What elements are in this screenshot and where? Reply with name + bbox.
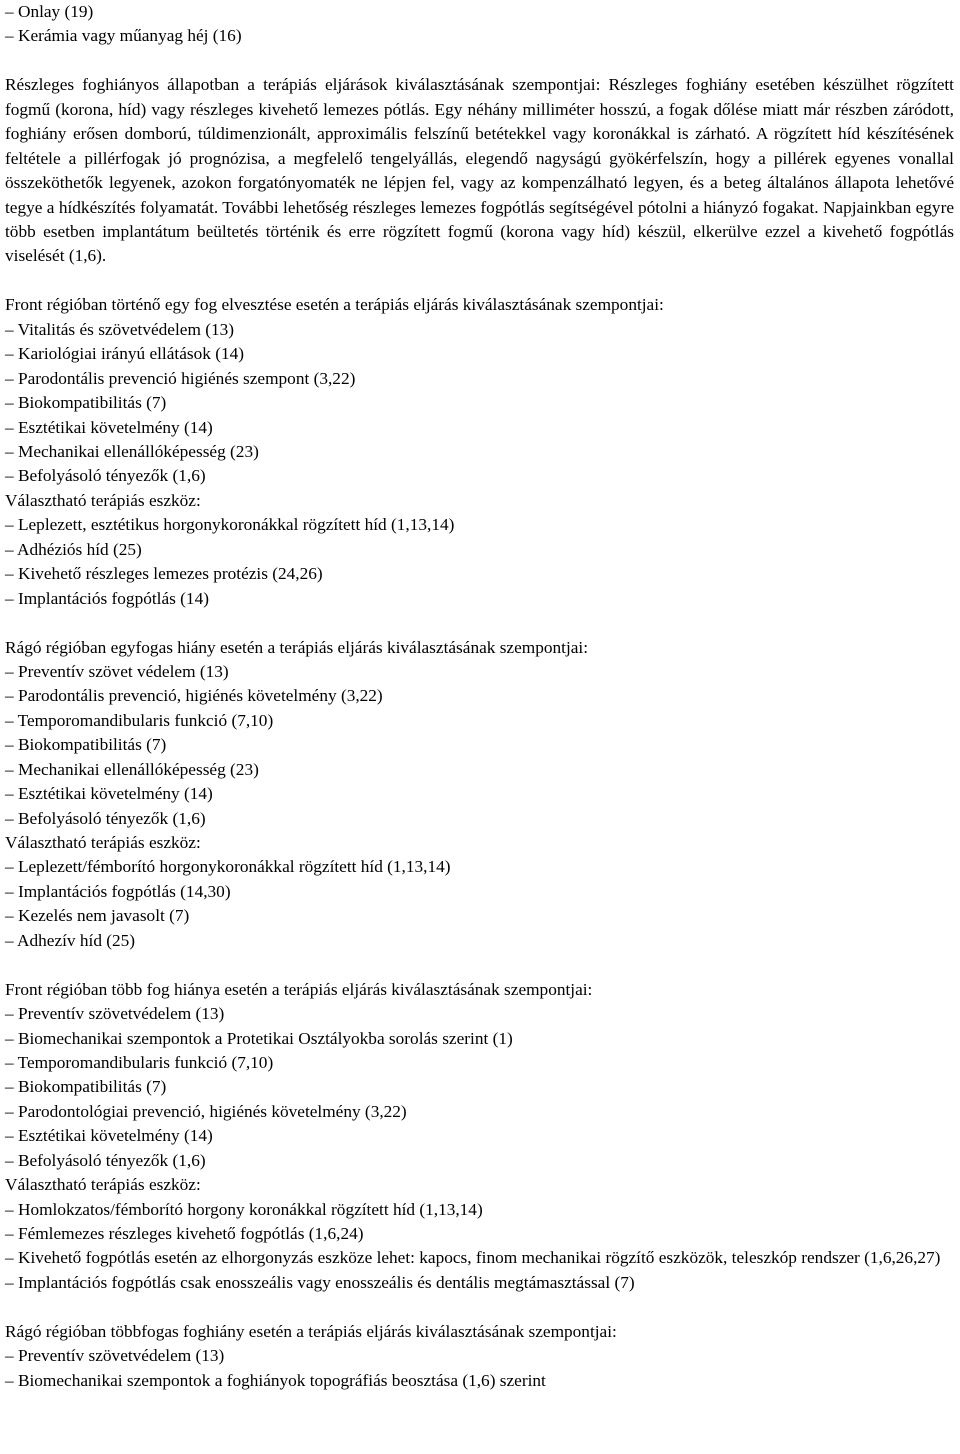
list-item: – Kivehető részleges lemezes protézis (24,26) xyxy=(5,564,323,584)
tools-heading: Választható terápiás eszköz: xyxy=(5,490,201,510)
list-item: – Biomechanikai szempontok a Protetikai Osztályokba sorolás szerint (1) xyxy=(5,1028,513,1048)
list-item: – Temporomandibularis funkció (7,10) xyxy=(5,710,274,730)
list-item: – Leplezett, esztétikus horgonykoronákkal rögzített híd (1,13,14) xyxy=(5,515,455,535)
list-item: – Mechanikai ellenállóképesség (23) xyxy=(5,759,259,779)
list-item: – Mechanikai ellenállóképesség (23) xyxy=(5,442,259,461)
spacer xyxy=(5,953,954,977)
section-heading-molar-single: Rágó régióban egyfogas hiány esetén a terápiás eljárás kiválasztásának szempontjai: xyxy=(5,637,589,657)
list-item: – Preventív szövet védelem (13) xyxy=(5,661,229,681)
section-heading-molar-multi: Rágó régióban többfogas foghiány esetén a terápiás eljárás kiválasztásának szempontjai: xyxy=(5,1321,617,1341)
section-heading-front-single: Front régióban történő egy fog elvesztése esetén a terápiás eljárás kiválasztásának szempontjai: xyxy=(5,295,664,315)
list-item: – Leplezett/fémborító horgonykoronákkal rögzített híd (1,13,14) xyxy=(5,857,451,877)
list-item: – Preventív szövetvédelem (13) xyxy=(5,1346,225,1366)
spacer xyxy=(5,611,954,635)
list-item: – Esztétikai követelmény (14) xyxy=(5,1126,213,1146)
list-item: – Vitalitás és szövetvédelem (13) xyxy=(5,319,234,339)
list-item: – Biomechanikai szempontok a foghiányok topográfiás beosztása (1,6) szerint xyxy=(5,1370,546,1390)
partial-edentulism-paragraph: Részleges foghiányos állapotban a terápiás eljárások kiválasztásának szempontjai: Részleges foghiány esetében készülhet rögzített fogmű (korona, híd) vagy részleges kivehető lemezes pótlás. Egy néhány milliméter hosszú, a fogak dőlése miatt már részben záródott, foghiány erősen domború, túldimenzionált, approximális felszínű betétekkel vagy koronákkal is zárható. A rögzített híd készítésének feltétele a pillérfogak jó prognózisa, a megfelelő tengelyállás, elegendő nagyságú gyökérfelszín, hogy a pillérek egyenes vonallal összeköthetők legyenek, azokon forgatónyomaték ne lépjen fel, vagy az kompenzálható legyen, és a beteg általános állapota lehetővé tegye a hídkészítés folyamatát. További lehetőség részleges lemezes fogpótlás segítségével pótolni a hiányzó fogakat. Napjainkban egyre több esetben implantátum beültetés történik és erre rögzített fogmű (korona vagy híd) készül, elkerülve ezzel a kivehető fogpótlás viselését (1,6). xyxy=(5,75,954,266)
list-item: – Esztétikai követelmény (14) xyxy=(5,784,213,804)
list-item: – Befolyásoló tényezők (1,6) xyxy=(5,808,206,828)
list-item: – Fémlemezes részleges kivehető fogpótlás (1,6,24) xyxy=(5,1224,364,1243)
spacer xyxy=(5,49,954,73)
list-item: – Biokompatibilitás (7) xyxy=(5,735,167,755)
list-item: – Implantációs fogpótlás (14,30) xyxy=(5,881,231,901)
list-item: – Onlay (19) xyxy=(5,2,94,21)
list-item: – Kerámia vagy műanyag héj (16) xyxy=(5,26,242,46)
spacer xyxy=(5,269,954,293)
list-item: – Kariológiai irányú ellátások (14) xyxy=(5,344,244,364)
list-item: – Parodontális prevenció higiénés szempont (3,22) xyxy=(5,368,356,388)
list-item: – Befolyásoló tényezők (1,6) xyxy=(5,1150,206,1170)
list-item: – Biokompatibilitás (7) xyxy=(5,1077,167,1097)
tools-heading: Választható terápiás eszköz: xyxy=(5,833,201,852)
list-item: – Kivehető fogpótlás esetén az elhorgonyzás eszköze lehet: kapocs, finom mechanikai rögzítő eszközök, teleszkóp rendszer (1,6,26,27) xyxy=(5,1248,941,1268)
list-item: – Adhezív híd (25) xyxy=(5,930,136,950)
list-item: – Esztétikai követelmény (14) xyxy=(5,417,213,437)
list-item: – Implantációs fogpótlás csak enosszeális vagy enosszeális és dentális megtámasztással (7) xyxy=(5,1272,635,1292)
list-item: – Befolyásoló tényezők (1,6) xyxy=(5,466,206,486)
tools-heading: Választható terápiás eszköz: xyxy=(5,1175,201,1195)
list-item: – Preventív szövetvédelem (13) xyxy=(5,1004,225,1024)
spacer xyxy=(5,1295,954,1319)
list-item: – Implantációs fogpótlás (14) xyxy=(5,588,209,608)
list-item: – Biokompatibilitás (7) xyxy=(5,393,167,413)
list-item: – Homlokzatos/fémborító horgony koronákkal rögzített híd (1,13,14) xyxy=(5,1199,483,1219)
list-item: – Parodontológiai prevenció, higiénés követelmény (3,22) xyxy=(5,1101,407,1121)
list-item: – Parodontális prevenció, higiénés követelmény (3,22) xyxy=(5,686,383,706)
list-item: – Adhéziós híd (25) xyxy=(5,539,142,559)
section-heading-front-multi: Front régióban több fog hiánya esetén a terápiás eljárás kiválasztásának szempontjai: xyxy=(5,979,593,999)
list-item: – Kezelés nem javasolt (7) xyxy=(5,906,190,926)
list-item: – Temporomandibularis funkció (7,10) xyxy=(5,1052,274,1072)
